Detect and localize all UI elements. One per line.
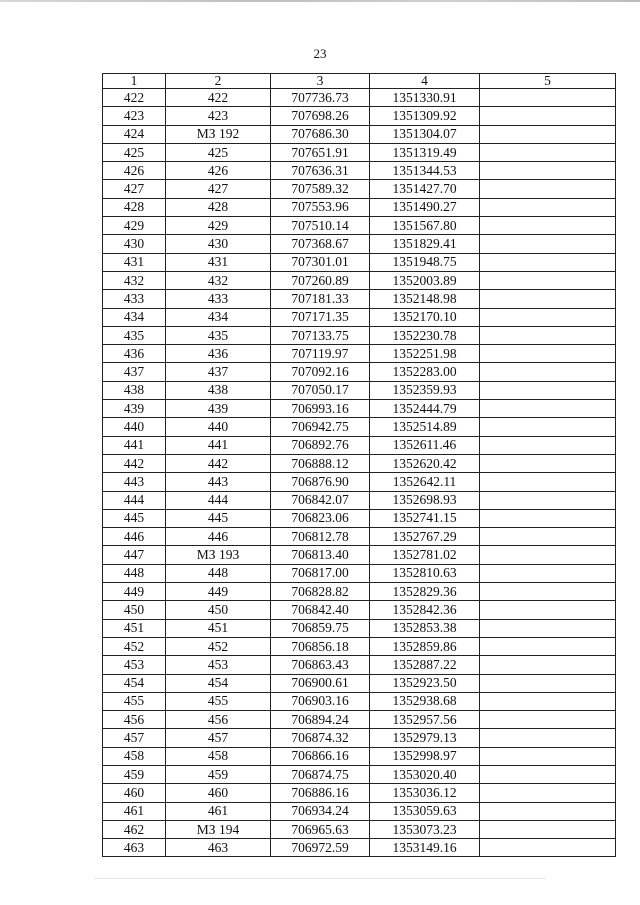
- cell-number: 446: [103, 528, 166, 546]
- cell-x-coordinate: 706892.76: [271, 436, 370, 454]
- cell-x-coordinate: 706817.00: [271, 564, 370, 582]
- cell-note: [480, 345, 616, 363]
- cell-point-name: 451: [166, 619, 271, 637]
- table-row: [103, 656, 616, 674]
- cell-note: [480, 528, 616, 546]
- cell-point-name: 454: [166, 674, 271, 692]
- table-row: [103, 509, 616, 527]
- cell-number: 438: [103, 381, 166, 399]
- cell-note: [480, 271, 616, 289]
- cell-x-coordinate: 707133.75: [271, 326, 370, 344]
- cell-number: 456: [103, 711, 166, 729]
- cell-number: 450: [103, 601, 166, 619]
- cell-point-name: 423: [166, 107, 271, 125]
- table-row: [103, 125, 616, 143]
- cell-number: 445: [103, 509, 166, 527]
- cell-point-name: 455: [166, 692, 271, 710]
- cell-point-name: 458: [166, 747, 271, 765]
- column-header-1: 1: [103, 74, 166, 89]
- column-header-2: 2: [166, 74, 271, 89]
- cell-point-name: 443: [166, 473, 271, 491]
- cell-point-name: 438: [166, 381, 271, 399]
- cell-point-name: 463: [166, 839, 271, 857]
- cell-x-coordinate: 706894.24: [271, 711, 370, 729]
- cell-number: 459: [103, 765, 166, 783]
- cell-x-coordinate: 706965.63: [271, 820, 370, 838]
- table-row: [103, 381, 616, 399]
- cell-y-coordinate: 1351304.07: [370, 125, 480, 143]
- cell-point-name: 439: [166, 400, 271, 418]
- cell-number: 442: [103, 454, 166, 472]
- cell-y-coordinate: 1352283.00: [370, 363, 480, 381]
- cell-note: [480, 143, 616, 161]
- cell-x-coordinate: 707260.89: [271, 271, 370, 289]
- table-row: [103, 162, 616, 180]
- cell-x-coordinate: 706863.43: [271, 656, 370, 674]
- table-row: [103, 253, 616, 271]
- cell-note: [480, 656, 616, 674]
- cell-number: 434: [103, 308, 166, 326]
- table-row: [103, 583, 616, 601]
- cell-number: 441: [103, 436, 166, 454]
- cell-x-coordinate: 707119.97: [271, 345, 370, 363]
- cell-y-coordinate: 1351490.27: [370, 198, 480, 216]
- cell-x-coordinate: 706859.75: [271, 619, 370, 637]
- cell-y-coordinate: 1352887.22: [370, 656, 480, 674]
- cell-note: [480, 180, 616, 198]
- table-row: [103, 637, 616, 655]
- cell-x-coordinate: 706972.59: [271, 839, 370, 857]
- cell-x-coordinate: 707736.73: [271, 89, 370, 107]
- cell-point-name: 442: [166, 454, 271, 472]
- cell-number: 422: [103, 89, 166, 107]
- cell-note: [480, 491, 616, 509]
- cell-note: [480, 546, 616, 564]
- cell-number: 460: [103, 784, 166, 802]
- cell-x-coordinate: 707553.96: [271, 198, 370, 216]
- cell-y-coordinate: 1352251.98: [370, 345, 480, 363]
- cell-note: [480, 765, 616, 783]
- cell-point-name: МЗ 192: [166, 125, 271, 143]
- cell-number: 457: [103, 729, 166, 747]
- cell-point-name: 430: [166, 235, 271, 253]
- cell-point-name: 434: [166, 308, 271, 326]
- table-row: [103, 326, 616, 344]
- cell-y-coordinate: 1352781.02: [370, 546, 480, 564]
- cell-x-coordinate: 707050.17: [271, 381, 370, 399]
- cell-note: [480, 711, 616, 729]
- cell-x-coordinate: 706813.40: [271, 546, 370, 564]
- table-row: [103, 290, 616, 308]
- cell-number: 431: [103, 253, 166, 271]
- table-row: [103, 436, 616, 454]
- cell-y-coordinate: 1352853.38: [370, 619, 480, 637]
- table-header-row: [103, 74, 616, 89]
- cell-point-name: 427: [166, 180, 271, 198]
- cell-note: [480, 509, 616, 527]
- cell-point-name: 444: [166, 491, 271, 509]
- cell-point-name: 426: [166, 162, 271, 180]
- cell-note: [480, 619, 616, 637]
- cell-point-name: 431: [166, 253, 271, 271]
- table-row: [103, 784, 616, 802]
- cell-x-coordinate: 707686.30: [271, 125, 370, 143]
- cell-y-coordinate: 1353036.12: [370, 784, 480, 802]
- cell-note: [480, 107, 616, 125]
- cell-point-name: 446: [166, 528, 271, 546]
- cell-y-coordinate: 1353149.16: [370, 839, 480, 857]
- table-row: [103, 729, 616, 747]
- table-row: [103, 820, 616, 838]
- table-row: [103, 271, 616, 289]
- cell-note: [480, 436, 616, 454]
- cell-number: 426: [103, 162, 166, 180]
- cell-point-name: 457: [166, 729, 271, 747]
- cell-note: [480, 564, 616, 582]
- cell-note: [480, 729, 616, 747]
- table-row: [103, 345, 616, 363]
- cell-number: 461: [103, 802, 166, 820]
- cell-y-coordinate: 1352842.36: [370, 601, 480, 619]
- cell-note: [480, 198, 616, 216]
- cell-note: [480, 418, 616, 436]
- cell-number: 436: [103, 345, 166, 363]
- cell-note: [480, 802, 616, 820]
- cell-y-coordinate: 1352359.93: [370, 381, 480, 399]
- cell-note: [480, 473, 616, 491]
- cell-point-name: 461: [166, 802, 271, 820]
- column-header-5: 5: [480, 74, 616, 89]
- cell-note: [480, 253, 616, 271]
- page-number: 23: [313, 46, 327, 61]
- cell-point-name: 429: [166, 217, 271, 235]
- cell-y-coordinate: 1352767.29: [370, 528, 480, 546]
- cell-note: [480, 747, 616, 765]
- cell-number: 435: [103, 326, 166, 344]
- table-row: [103, 363, 616, 381]
- cell-x-coordinate: 707636.31: [271, 162, 370, 180]
- cell-point-name: 453: [166, 656, 271, 674]
- cell-y-coordinate: 1351427.70: [370, 180, 480, 198]
- table-row: [103, 711, 616, 729]
- cell-point-name: 433: [166, 290, 271, 308]
- scan-artifact: [95, 878, 545, 880]
- cell-point-name: 440: [166, 418, 271, 436]
- table-row: [103, 473, 616, 491]
- cell-point-name: МЗ 194: [166, 820, 271, 838]
- cell-x-coordinate: 706812.78: [271, 528, 370, 546]
- table-row: [103, 308, 616, 326]
- table-row: [103, 601, 616, 619]
- cell-y-coordinate: 1352444.79: [370, 400, 480, 418]
- cell-point-name: 450: [166, 601, 271, 619]
- cell-x-coordinate: 706876.90: [271, 473, 370, 491]
- cell-y-coordinate: 1352642.11: [370, 473, 480, 491]
- cell-point-name: МЗ 193: [166, 546, 271, 564]
- cell-point-name: 428: [166, 198, 271, 216]
- table-row: [103, 747, 616, 765]
- cell-number: 448: [103, 564, 166, 582]
- cell-number: 428: [103, 198, 166, 216]
- cell-x-coordinate: 707301.01: [271, 253, 370, 271]
- table-row: [103, 418, 616, 436]
- cell-number: 429: [103, 217, 166, 235]
- table-row: [103, 619, 616, 637]
- cell-y-coordinate: 1351829.41: [370, 235, 480, 253]
- cell-y-coordinate: 1353020.40: [370, 765, 480, 783]
- cell-x-coordinate: 706823.06: [271, 509, 370, 527]
- cell-y-coordinate: 1352859.86: [370, 637, 480, 655]
- cell-number: 440: [103, 418, 166, 436]
- cell-note: [480, 601, 616, 619]
- cell-note: [480, 235, 616, 253]
- cell-note: [480, 839, 616, 857]
- cell-x-coordinate: 706886.16: [271, 784, 370, 802]
- cell-number: 432: [103, 271, 166, 289]
- coordinates-table: [102, 73, 616, 857]
- cell-x-coordinate: 707651.91: [271, 143, 370, 161]
- table-row: [103, 802, 616, 820]
- table-row: [103, 107, 616, 125]
- cell-y-coordinate: 1352957.56: [370, 711, 480, 729]
- cell-x-coordinate: 706874.32: [271, 729, 370, 747]
- cell-note: [480, 381, 616, 399]
- table-row: [103, 765, 616, 783]
- cell-point-name: 456: [166, 711, 271, 729]
- scan-edge-line: [0, 0, 640, 2]
- cell-x-coordinate: 707092.16: [271, 363, 370, 381]
- cell-y-coordinate: 1352148.98: [370, 290, 480, 308]
- cell-y-coordinate: 1351319.49: [370, 143, 480, 161]
- cell-x-coordinate: 706842.07: [271, 491, 370, 509]
- table-row: [103, 546, 616, 564]
- cell-y-coordinate: 1352998.97: [370, 747, 480, 765]
- table-row: [103, 89, 616, 107]
- cell-x-coordinate: 706993.16: [271, 400, 370, 418]
- cell-y-coordinate: 1353073.23: [370, 820, 480, 838]
- cell-number: 444: [103, 491, 166, 509]
- cell-x-coordinate: 706942.75: [271, 418, 370, 436]
- cell-x-coordinate: 707589.32: [271, 180, 370, 198]
- table-row: [103, 235, 616, 253]
- table-row: [103, 143, 616, 161]
- cell-x-coordinate: 706903.16: [271, 692, 370, 710]
- cell-y-coordinate: 1351309.92: [370, 107, 480, 125]
- cell-y-coordinate: 1352923.50: [370, 674, 480, 692]
- cell-number: 423: [103, 107, 166, 125]
- cell-x-coordinate: 706842.40: [271, 601, 370, 619]
- cell-number: 452: [103, 637, 166, 655]
- table-row: [103, 217, 616, 235]
- table-row: [103, 839, 616, 857]
- table-row: [103, 528, 616, 546]
- cell-number: 430: [103, 235, 166, 253]
- cell-y-coordinate: 1352810.63: [370, 564, 480, 582]
- cell-y-coordinate: 1351344.53: [370, 162, 480, 180]
- table-row: [103, 198, 616, 216]
- cell-note: [480, 692, 616, 710]
- cell-y-coordinate: 1352741.15: [370, 509, 480, 527]
- column-header-4: 4: [370, 74, 480, 89]
- cell-number: 425: [103, 143, 166, 161]
- cell-x-coordinate: 706856.18: [271, 637, 370, 655]
- cell-number: 453: [103, 656, 166, 674]
- table-row: [103, 454, 616, 472]
- cell-note: [480, 290, 616, 308]
- cell-point-name: 448: [166, 564, 271, 582]
- cell-note: [480, 583, 616, 601]
- cell-note: [480, 784, 616, 802]
- cell-x-coordinate: 706828.82: [271, 583, 370, 601]
- cell-number: 447: [103, 546, 166, 564]
- cell-point-name: 452: [166, 637, 271, 655]
- cell-x-coordinate: 707368.67: [271, 235, 370, 253]
- cell-number: 463: [103, 839, 166, 857]
- cell-y-coordinate: 1352514.89: [370, 418, 480, 436]
- cell-point-name: 459: [166, 765, 271, 783]
- cell-x-coordinate: 706934.24: [271, 802, 370, 820]
- cell-note: [480, 308, 616, 326]
- cell-number: 462: [103, 820, 166, 838]
- table-row: [103, 180, 616, 198]
- cell-number: 455: [103, 692, 166, 710]
- cell-number: 424: [103, 125, 166, 143]
- cell-x-coordinate: 706866.16: [271, 747, 370, 765]
- cell-number: 449: [103, 583, 166, 601]
- cell-x-coordinate: 706888.12: [271, 454, 370, 472]
- cell-note: [480, 820, 616, 838]
- table-row: [103, 400, 616, 418]
- cell-point-name: 436: [166, 345, 271, 363]
- cell-y-coordinate: 1352170.10: [370, 308, 480, 326]
- table-row: [103, 564, 616, 582]
- cell-x-coordinate: 706874.75: [271, 765, 370, 783]
- cell-point-name: 422: [166, 89, 271, 107]
- cell-y-coordinate: 1352979.13: [370, 729, 480, 747]
- cell-x-coordinate: 707510.14: [271, 217, 370, 235]
- cell-note: [480, 125, 616, 143]
- cell-note: [480, 637, 616, 655]
- cell-number: 439: [103, 400, 166, 418]
- cell-number: 451: [103, 619, 166, 637]
- cell-note: [480, 217, 616, 235]
- cell-number: 443: [103, 473, 166, 491]
- cell-y-coordinate: 1352698.93: [370, 491, 480, 509]
- cell-note: [480, 674, 616, 692]
- cell-number: 437: [103, 363, 166, 381]
- cell-y-coordinate: 1352003.89: [370, 271, 480, 289]
- cell-point-name: 441: [166, 436, 271, 454]
- cell-note: [480, 89, 616, 107]
- cell-y-coordinate: 1351948.75: [370, 253, 480, 271]
- cell-y-coordinate: 1352620.42: [370, 454, 480, 472]
- cell-point-name: 449: [166, 583, 271, 601]
- cell-x-coordinate: 706900.61: [271, 674, 370, 692]
- table-row: [103, 491, 616, 509]
- cell-note: [480, 162, 616, 180]
- table-row: [103, 692, 616, 710]
- cell-x-coordinate: 707181.33: [271, 290, 370, 308]
- cell-number: 458: [103, 747, 166, 765]
- cell-note: [480, 326, 616, 344]
- cell-y-coordinate: 1352230.78: [370, 326, 480, 344]
- cell-point-name: 435: [166, 326, 271, 344]
- cell-point-name: 425: [166, 143, 271, 161]
- cell-y-coordinate: 1352829.36: [370, 583, 480, 601]
- cell-note: [480, 363, 616, 381]
- cell-x-coordinate: 707698.26: [271, 107, 370, 125]
- cell-number: 433: [103, 290, 166, 308]
- table-body: [103, 89, 616, 857]
- cell-note: [480, 454, 616, 472]
- cell-number: 427: [103, 180, 166, 198]
- cell-point-name: 432: [166, 271, 271, 289]
- cell-y-coordinate: 1351567.80: [370, 217, 480, 235]
- cell-point-name: 437: [166, 363, 271, 381]
- cell-y-coordinate: 1352611.46: [370, 436, 480, 454]
- cell-note: [480, 400, 616, 418]
- cell-point-name: 445: [166, 509, 271, 527]
- cell-y-coordinate: 1352938.68: [370, 692, 480, 710]
- cell-number: 454: [103, 674, 166, 692]
- cell-point-name: 460: [166, 784, 271, 802]
- table-row: [103, 674, 616, 692]
- cell-x-coordinate: 707171.35: [271, 308, 370, 326]
- column-header-3: 3: [271, 74, 370, 89]
- cell-y-coordinate: 1353059.63: [370, 802, 480, 820]
- cell-y-coordinate: 1351330.91: [370, 89, 480, 107]
